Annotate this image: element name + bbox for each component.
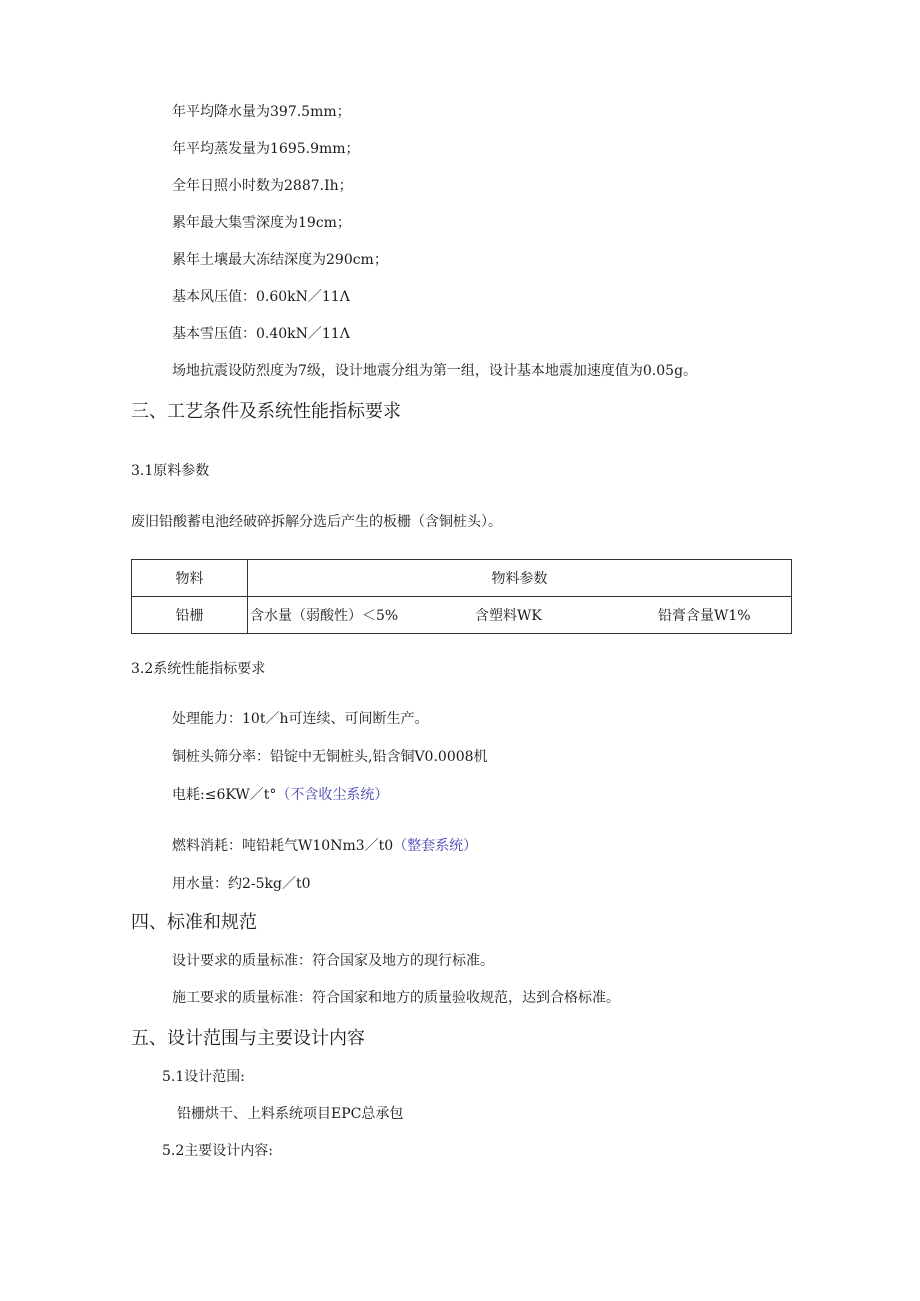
climate-line: 年平均蒸发量为1695.9mm； (172, 141, 360, 157)
param-paste-content: 铅膏含量W1% (658, 608, 751, 624)
param-water-content: 含水量（弱酸性）＜5% (250, 608, 399, 624)
water-line: 用水量：约2-5kg／t0 (172, 876, 311, 892)
subsection-3-2-heading: 3.2系统性能指标要求 (131, 661, 266, 677)
raw-material-description: 废旧铅酸蓄电池经破碎拆解分选后产生的板栅（含铜桩头）。 (131, 514, 502, 530)
climate-line: 全年日照小时数为2887.Ih； (172, 178, 353, 194)
subsection-5-1-heading: 5.1设计范围: (162, 1069, 245, 1085)
construction-standard-line: 施工要求的质量标准：符合国家和地方的质量验收规范，达到合格标准。 (172, 990, 620, 1006)
capacity-line: 处理能力：10t／h可连续、可间断生产。 (172, 711, 429, 727)
power-note: （不含收尘系统） (276, 787, 389, 803)
subsection-5-2-heading: 5.2主要设计内容: (162, 1143, 273, 1159)
climate-line: 基本雪压值：0.40kN／11Λ (172, 326, 350, 342)
copper-screening-line: 铜桩头筛分率：铅锭中无铜桩头,铅含铜V0.0008机 (172, 749, 488, 765)
design-scope-text: 铅栅烘干、上料系统项目EPC总承包 (177, 1106, 404, 1122)
table-row (132, 597, 792, 634)
param-plastic-content: 含塑料WK (475, 608, 542, 624)
table-cell-params (248, 597, 792, 634)
climate-line: 年平均降水量为397.5mm； (172, 104, 351, 120)
power-line (172, 785, 388, 805)
table-header-params: 物料参数 (248, 560, 792, 597)
section-5-heading: 五、设计范围与主要设计内容 (131, 1028, 365, 1049)
table-header-material: 物料 (132, 560, 248, 597)
fuel-note: （整套系统） (393, 838, 478, 854)
table-cell-material: 铅栅 (132, 597, 248, 634)
climate-line: 场地抗震设防烈度为7级，设计地震分组为第一组，设计基本地震加速度值为0.05g。 (172, 363, 698, 379)
climate-line: 基本风压值：0.60kN／11Λ (172, 289, 350, 305)
table-row (132, 560, 792, 597)
section-4-heading: 四、标准和规范 (131, 912, 257, 933)
design-standard-line: 设计要求的质量标准：符合国家及地方的现行标准。 (172, 953, 494, 969)
subsection-3-1-heading: 3.1原料参数 (131, 463, 210, 479)
climate-line: 累年最大集雪深度为19cm； (172, 215, 351, 231)
climate-line: 累年土壤最大冻结深度为290cm； (172, 252, 388, 268)
fuel-line (172, 836, 477, 856)
power-value: 电耗:≤6KW／t° (172, 787, 277, 803)
section-3-heading: 三、工艺条件及系统性能指标要求 (131, 401, 401, 422)
fuel-value: 燃料消耗：吨铅耗气W10Nm3／t0 (172, 838, 394, 854)
material-params-table (131, 559, 792, 634)
